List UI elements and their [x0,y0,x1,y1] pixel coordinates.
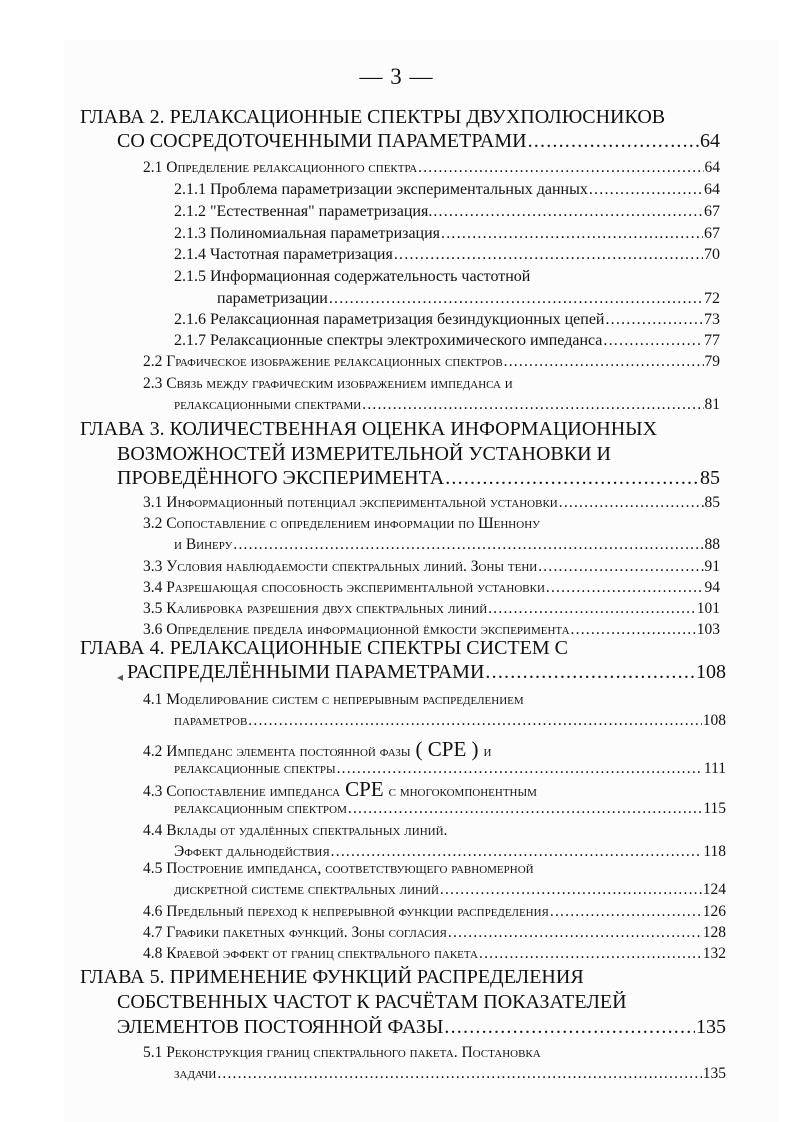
leader-dots [444,1016,695,1039]
toc-entry-3-1[interactable]: 3.1 Информационный потенциал экспериментальной установки ..... 85 [143,494,720,512]
toc-entry-4-8[interactable]: 4.8 Краевой эффект от границ спектрального пакета ..... 132 [143,945,726,963]
leader-dots [248,712,701,730]
toc-entry-4-4-line1: 4.4 Вклады от удалённых спектральных линий. [143,822,448,839]
toc-entry-4-3-line1: 4.3 Сопоставление импеданса CPE с многокомпонентным [143,777,537,801]
leader-dots [329,290,703,308]
leader-dots [528,130,699,153]
toc-entry-chapter-3[interactable]: ПРОВЕДЁННОГО ЭКСПЕРИМЕНТА ..... 85 [117,467,720,490]
leader-dots [605,311,703,329]
toc-entry-3-6[interactable]: 3.6 Определение предела информационной ёмкости эксперимента ..... 103 [143,621,720,639]
toc-entry-chapter-5[interactable]: ЭЛЕМЕНТОВ ПОСТОЯННОЙ ФАЗЫ ..... 135 [117,1016,726,1039]
leader-dots [488,600,696,618]
toc-entry-2-1-6[interactable]: 2.1.6 Релаксационная параметризация безиндукционных цепей ..... 73 [174,311,720,329]
toc-entry-2-1-5-line1: 2.1.5 Информационная содержательность частотной [174,268,531,285]
toc-entry-2-3[interactable]: релаксационными спектрами ..... 81 [174,396,720,414]
toc-chapter-5-title-line2: СОБСТВЕННЫХ ЧАСТОТ К РАСЧЁТАМ ПОКАЗАТЕЛЕЙ [117,991,627,1013]
toc-chapter-5-title-line1: ГЛАВА 5. ПРИМЕНЕНИЕ ФУНКЦИЙ РАСПРЕДЕЛЕНИЯ [80,966,584,988]
toc-entry-2-3-line1: 2.3 Связь между графическим изображением импеданса и [143,375,513,392]
leader-dots [559,494,704,512]
page-ref: 64 [700,130,720,152]
toc-entry-4-2-line1: 4.2 Импеданс элемента постоянной фазы ( CPE ) и [143,737,492,761]
leader-dots [418,159,703,177]
toc-entry-4-2[interactable]: релаксационные спектры ..... 111 [174,760,726,778]
toc-chapter-2-title: ГЛАВА 2. РЕЛАКСАЦИОННЫЕ СПЕКТРЫ ДВУХПОЛЮСНИКОВ [80,106,666,128]
toc-entry-4-7[interactable]: 4.7 Графики пакетных функций. Зоны согласия ..... 128 [143,924,726,942]
toc-entry-3-4[interactable]: 3.4 Разрешающая способность экспериментальной установки ..... 94 [143,579,720,597]
leader-dots [448,924,702,942]
toc-entry-4-4[interactable]: Эффект дальнодействия ..... 118 [174,843,726,861]
toc-entry-5-1-line1: 5.1 Реконструкция границ спектрального пакета. Постановка [143,1044,541,1061]
toc-entry-chapter-2[interactable]: СО СОСРЕДОТОЧЕННЫМИ ПАРАМЕТРАМИ ..... 64 [117,130,720,153]
leader-dots [589,181,703,199]
toc-entry-2-2[interactable]: 2.2 Графическое изображение релаксационных спектров ..... 79 [143,353,720,371]
leader-dots [485,661,695,684]
cpe-label: ( CPE ) [415,737,479,761]
leader-dots [571,621,696,639]
toc-entry-2-1-3[interactable]: 2.1.3 Полиномиальная параметризация ..... 67 [174,225,720,243]
toc-entry-4-3[interactable]: релаксационным спектром ..... 115 [174,800,726,818]
toc-entry-2-1[interactable]: 2.1 Определение релаксационного спектра ..... 64 [143,159,720,177]
leader-dots [441,225,703,243]
leader-dots [433,203,703,221]
leader-dots [603,332,703,350]
toc-entry-4-1-line1: 4.1 Моделирование систем с непрерывным распределением [143,691,524,708]
cpe-label: CPE [345,777,384,801]
toc-entry-4-5-line1: 4.5 Построение импеданса, соответствующего равномерной [143,860,534,877]
toc-entry-3-3[interactable]: 3.3 Условия наблюдаемости спектральных линий. Зоны тени ..... 91 [143,558,720,576]
leader-dots [546,579,704,597]
leader-dots [362,396,703,414]
toc-chapter-3-title-line2: ВОЗМОЖНОСТЕЙ ИЗМЕРИТЕЛЬНОЙ УСТАНОВКИ И [117,443,611,465]
toc-entry-5-1[interactable]: задачи ..... 135 [174,1065,726,1083]
toc-chapter-4-title-line1: ГЛАВА 4. РЕЛАКСАЦИОННЫЕ СПЕКТРЫ СИСТЕМ С [80,637,568,659]
leader-dots [479,945,702,963]
scan-mark-icon: ◂ [117,670,124,684]
leader-dots [504,353,704,371]
leader-dots [445,467,699,490]
leader-dots [233,536,703,554]
toc-entry-4-6[interactable]: 4.6 Предельный переход к непрерывной функции распределения ..... 126 [143,903,726,921]
leader-dots [538,558,703,576]
toc-entry-2-1-2[interactable]: 2.1.2 "Естественная" параметризация. ..... 67 [174,203,720,221]
leader-dots [550,903,702,921]
toc-entry-3-5[interactable]: 3.5 Калибровка разрешения двух спектральных линий ..... 101 [143,600,720,618]
toc-entry-3-2[interactable]: и Винеру ..... 88 [174,536,720,554]
toc-entry-4-1[interactable]: параметров ..... 108 [174,712,726,730]
leader-dots [331,843,703,861]
toc-entry-2-1-1[interactable]: 2.1.1 Проблема параметризации экспериментальных данных ..... 64 [174,181,720,199]
toc-entry-chapter-4[interactable]: РАСПРЕДЕЛЁННЫМИ ПАРАМЕТРАМИ ..... 108 [127,661,726,684]
leader-dots [440,881,702,899]
toc-entry-2-1-7[interactable]: 2.1.7 Релаксационные спектры электрохимического импеданса ..... 77 [174,332,720,350]
toc-entry-2-1-5[interactable]: параметризации ..... 72 [217,290,720,308]
toc-chapter-3-title-line1: ГЛАВА 3. КОЛИЧЕСТВЕННАЯ ОЦЕНКА ИНФОРМАЦИОННЫХ [80,418,658,440]
page-number: — 3 — [359,64,434,89]
toc-entry-2-1-4[interactable]: 2.1.4 Частотная параметризация ..... 70 [174,246,720,264]
toc-entry-4-5[interactable]: дискретной системе спектральных линий ..... 124 [174,881,726,899]
toc-entry-3-2-line1: 3.2 Сопоставление с определением информации по Шеннону [143,515,540,532]
leader-dots [217,1065,701,1083]
leader-dots [337,760,703,778]
leader-dots [348,800,702,818]
leader-dots [394,246,703,264]
